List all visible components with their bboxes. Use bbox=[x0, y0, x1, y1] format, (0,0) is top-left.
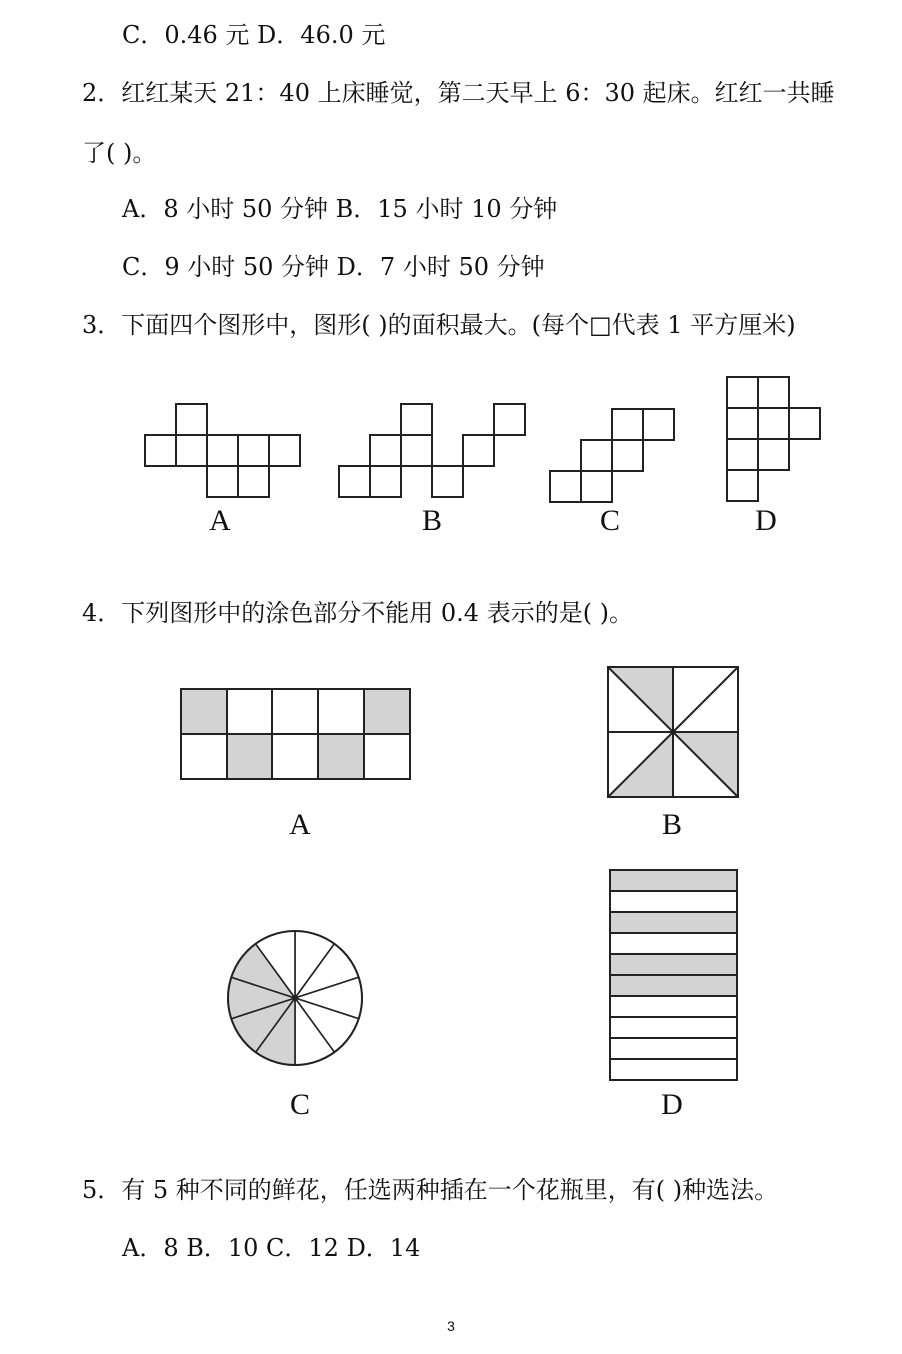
q3-figure-d bbox=[723, 373, 828, 508]
q4-label-b: B bbox=[661, 808, 682, 841]
q5-stem: 5．有 5 种不同的鲜花，任选两种插在一个花瓶里，有( )种选法。 bbox=[82, 1176, 779, 1204]
q3-figure-c bbox=[546, 405, 681, 505]
q2-stem-line2: 了( )。 bbox=[82, 139, 157, 167]
q3-stem: 3．下面四个图形中，图形( )的面积最大。(每个□代表 1 平方厘米) bbox=[82, 311, 796, 339]
q3-figure-a bbox=[140, 400, 305, 500]
q3-figure-b bbox=[335, 400, 530, 500]
q3-label-d: D bbox=[755, 504, 777, 537]
q4-figure-d bbox=[608, 868, 740, 1082]
q4-stem: 4．下列图形中的涂色部分不能用 0.4 表示的是( )。 bbox=[82, 599, 634, 627]
q4-figure-a bbox=[180, 688, 412, 782]
q4-label-d: D bbox=[661, 1088, 683, 1121]
q5-options: A．8 B．10 C．12 D．14 bbox=[122, 1234, 421, 1262]
q4-label-c: C bbox=[289, 1088, 310, 1121]
page-number: 3 bbox=[447, 1318, 455, 1334]
q2-options-line2: C．9 小时 50 分钟 D．7 小时 50 分钟 bbox=[122, 253, 545, 281]
q2-stem-line1: 2．红红某天 21：40 上床睡觉，第二天早上 6：30 起床。红红一共睡 bbox=[82, 79, 835, 107]
q3-label-b: B bbox=[421, 504, 442, 537]
q2-options-line1: A．8 小时 50 分钟 B．15 小时 10 分钟 bbox=[122, 195, 558, 223]
q3-label-a: A bbox=[209, 504, 231, 537]
q1-options: C．0.46 元 D．46.0 元 bbox=[122, 21, 386, 49]
q3-label-c: C bbox=[599, 504, 620, 537]
q4-label-a: A bbox=[289, 808, 311, 841]
q4-figure-c bbox=[225, 928, 365, 1068]
q4-figure-b bbox=[606, 665, 740, 799]
